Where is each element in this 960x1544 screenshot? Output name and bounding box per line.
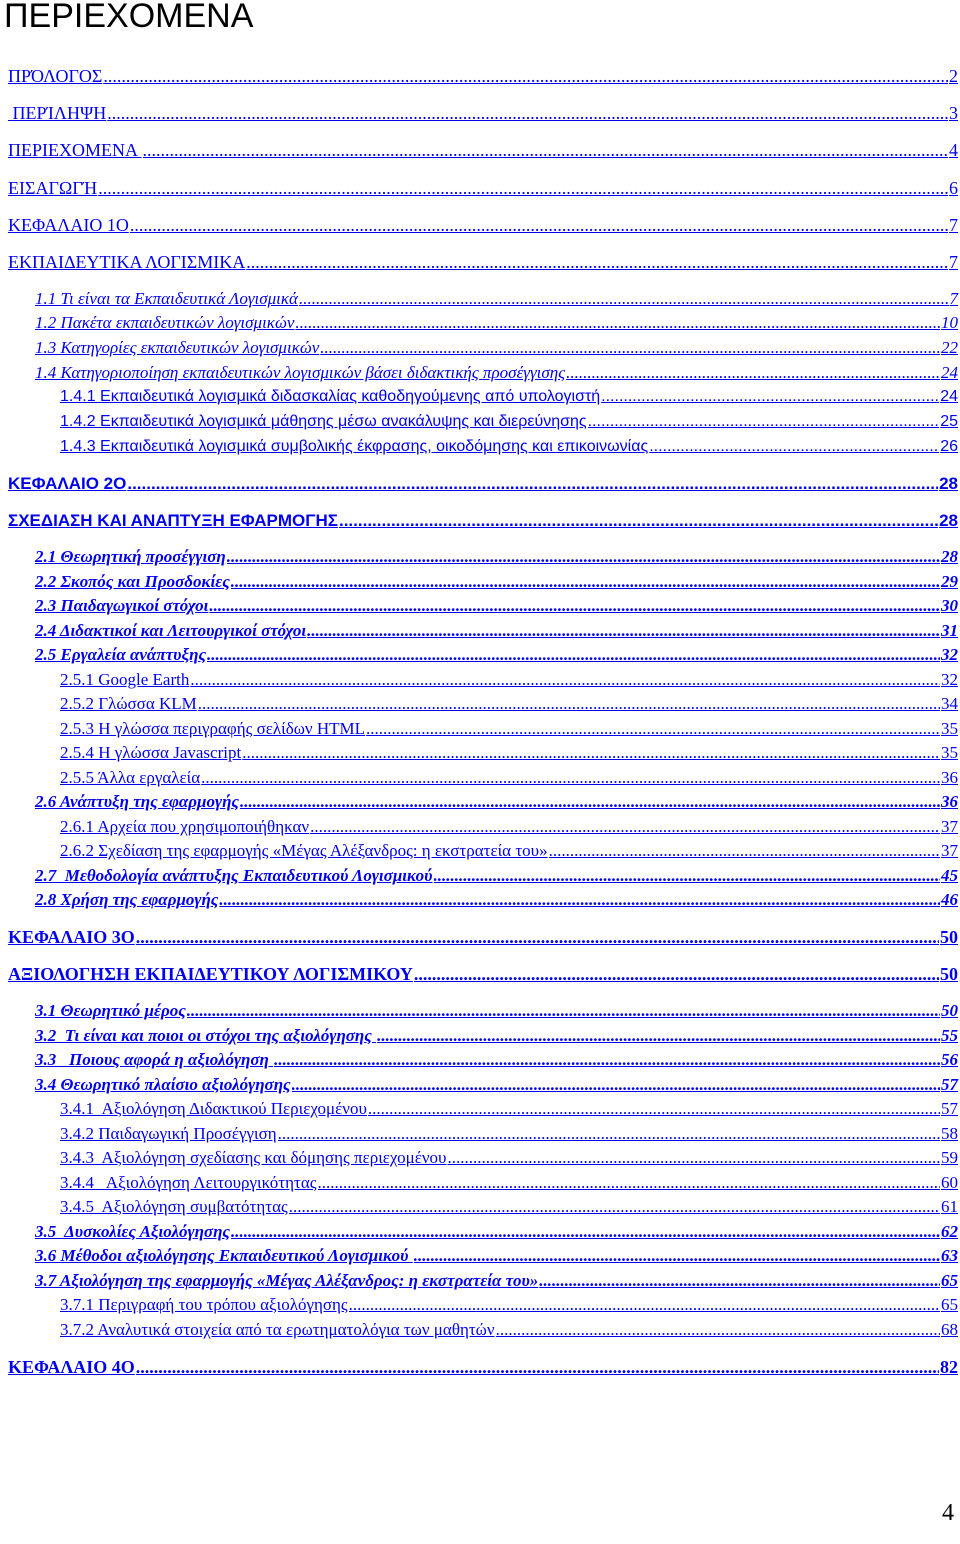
toc-entry-page: 35 — [941, 719, 958, 738]
toc-entry[interactable] — [60, 1146, 958, 1169]
dot-leader — [320, 336, 940, 359]
toc-entry-page: 25 — [940, 413, 958, 430]
toc-entry-label: 2.5 Εργαλεία ανάπτυξης — [35, 645, 207, 664]
toc-entry-page: 62 — [941, 1222, 958, 1241]
toc-entry[interactable] — [8, 472, 958, 495]
dot-leader — [349, 1293, 940, 1316]
toc-entry-page: 57 — [941, 1099, 958, 1118]
toc-entry[interactable] — [35, 1048, 958, 1071]
toc-entry[interactable] — [8, 176, 958, 200]
toc-entry-label: 2.2 Σκοπός και Προσδοκίες — [35, 572, 230, 591]
dot-leader — [136, 925, 939, 949]
toc-entry-label: ΚΕΦΑΛΑΙΟ 1Ο — [8, 215, 129, 235]
toc-entry[interactable] — [8, 509, 958, 532]
dot-leader — [187, 999, 940, 1022]
toc-entry-label: 2.5.5 Άλλα εργαλεία — [60, 768, 201, 787]
toc-entry[interactable] — [8, 962, 958, 986]
toc-entry[interactable] — [60, 839, 958, 862]
toc-entry-label: 3.1 Θεωρητικό μέρος — [35, 1001, 186, 1020]
toc-entry-label: 1.4 Κατηγοριοποίηση εκπαιδευτικών λογισμικών βάσει διδακτικής προσέγγισης — [35, 363, 566, 382]
toc-entry-label: ΕΚΠΑΙΔΕΥΤΙΚΑ ΛΟΓΙΣΜΙΚΑ — [8, 252, 246, 272]
toc-entry-label: 1.4.1 Εκπαιδευτικά λογισμικά διδασκαλίας καθοδηγούμενης από υπολογιστή — [60, 388, 601, 405]
toc-entry-label: 3.7.2 Αναλυτικά στοιχεία από τα ερωτηματολόγια των μαθητών — [60, 1320, 495, 1339]
dot-leader — [368, 1097, 940, 1120]
toc-entry[interactable] — [60, 1122, 958, 1145]
dot-leader — [549, 839, 940, 862]
toc-entry[interactable] — [8, 1355, 958, 1379]
dot-leader — [107, 101, 948, 125]
toc-entry-page: 31 — [941, 621, 958, 640]
toc-entry-label: ΚΕΦΑΛΑΙΟ 2Ο — [8, 474, 127, 493]
toc-entry-page: 63 — [941, 1246, 958, 1265]
toc-entry-page: 28 — [939, 474, 958, 493]
toc-entry-label: 2.7 Μεθοδολογία ανάπτυξης Εκπαιδευτικού Λογισμικού — [35, 866, 433, 885]
page-title: ΠΕΡΙΕΧΟΜΕΝΑ — [4, 0, 254, 35]
dot-leader — [414, 962, 939, 986]
toc-entry-page: 28 — [939, 511, 958, 530]
toc-entry[interactable] — [60, 1195, 958, 1218]
toc-entry-label: 2.5.2 Γλώσσα KLM — [60, 694, 197, 713]
dot-leader — [143, 138, 949, 162]
dot-leader — [198, 692, 940, 715]
toc-entry[interactable] — [35, 336, 958, 359]
toc-entry-page: 24 — [940, 388, 958, 405]
toc-entry-label: 3.7 Αξιολόγηση της εφαρμογής «Μέγας Αλέξανδρος: η εκστρατεία του» — [35, 1271, 539, 1290]
toc-entry-label: ΚΕΦΑΛΑΙΟ 4Ο — [8, 1357, 135, 1377]
toc-entry-page: 2 — [949, 66, 958, 86]
toc-entry-page: 32 — [941, 645, 958, 664]
dot-leader — [588, 411, 940, 433]
toc-entry-label: ΣΧΕΔΙΑΣΗ ΚΑΙ ΑΝΑΠΤΥΞΗ ΕΦΑΡΜΟΓΗΣ — [8, 511, 338, 530]
toc-entry-label: 2.3 Παιδαγωγικοί στόχοι — [35, 596, 209, 615]
toc-entry[interactable] — [60, 815, 958, 838]
toc-entry-page: 50 — [940, 964, 958, 984]
toc-entry-page: 29 — [941, 572, 958, 591]
toc-entry-label: 2.5.1 Google Earth — [60, 670, 190, 689]
toc-entry-label: 2.4 Διδακτικοί και Λειτουργικοί στόχοι — [35, 621, 307, 640]
dot-leader — [496, 1318, 940, 1341]
toc-entry-label: 1.4.3 Εκπαιδευτικά λογισμικά συμβολικής έκφρασης, οικοδόμησης και επικοινωνίας — [60, 438, 649, 455]
toc-entry[interactable] — [60, 436, 958, 458]
toc-entry-page: 50 — [940, 927, 958, 947]
toc-entry-page: 55 — [941, 1026, 958, 1045]
toc-entry-page: 7 — [949, 252, 958, 272]
toc-entry-label: 3.4.3 Αξιολόγηση σχεδίασης και δόμησης περιεχομένου — [60, 1148, 447, 1167]
toc-entry[interactable] — [60, 411, 958, 433]
dot-leader — [209, 594, 940, 617]
dot-leader — [447, 1146, 940, 1169]
toc-entry-page: 7 — [949, 215, 958, 235]
toc-entry[interactable] — [35, 619, 958, 642]
toc-entry[interactable] — [35, 361, 958, 384]
toc-entry[interactable] — [8, 213, 958, 237]
toc-entry-label: 2.1 Θεωρητική προσέγγιση — [35, 547, 226, 566]
toc-entry-label: 1.3 Κατηγορίες εκπαιδευτικών λογισμικών — [35, 338, 320, 357]
dot-leader — [274, 1048, 940, 1071]
toc-entry-label: ΚΕΦΑΛΑΙΟ 3Ο — [8, 927, 135, 947]
toc-entry[interactable] — [8, 250, 958, 274]
toc-entry-label: 3.4 Θεωρητικό πλαίσιο αξιολόγησης — [35, 1075, 291, 1094]
dot-leader — [278, 1122, 940, 1145]
toc-entry[interactable] — [35, 311, 958, 334]
toc-entry-label: 3.3 Ποιους αφορά η αξιολόγηση — [35, 1050, 274, 1069]
toc-entry-page: 24 — [941, 363, 958, 382]
dot-leader — [127, 472, 938, 495]
toc-entry-page: 35 — [941, 743, 958, 762]
toc-entry-page: 10 — [941, 313, 958, 332]
dot-leader — [299, 287, 949, 310]
toc-entry-page: 30 — [941, 596, 958, 615]
toc-entry-page: 45 — [941, 866, 958, 885]
dot-leader — [246, 250, 948, 274]
toc-entry-label: 1.1 Τι είναι τα Εκπαιδευτικά Λογισμικά — [35, 289, 298, 308]
toc-entry-page: 60 — [941, 1173, 958, 1192]
toc-entry-label: 2.8 Χρήση της εφαρμογής — [35, 890, 219, 909]
toc-entry[interactable] — [35, 643, 958, 666]
dot-leader — [103, 64, 948, 88]
toc-entry[interactable] — [8, 138, 958, 162]
toc-entry[interactable] — [60, 741, 958, 764]
dot-leader — [318, 1171, 941, 1194]
dot-leader — [366, 717, 940, 740]
dot-leader — [207, 643, 940, 666]
dot-leader — [242, 741, 940, 764]
toc-entry[interactable] — [35, 287, 958, 310]
toc-entry[interactable] — [35, 594, 958, 617]
toc-entry-page: 82 — [940, 1357, 958, 1377]
toc-entry-page: 50 — [941, 1001, 958, 1020]
dot-leader — [566, 361, 940, 384]
toc-entry-label: 3.5 Δυσκολίες Αξιολόγησης — [35, 1222, 230, 1241]
toc-entry-label: 3.4.1 Αξιολόγηση Διδακτικού Περιεχομένου — [60, 1099, 367, 1118]
dot-leader — [190, 668, 940, 691]
toc-entry[interactable] — [60, 1293, 958, 1316]
toc-entry-page: 32 — [941, 670, 958, 689]
toc-entry-page: 22 — [941, 338, 958, 357]
toc-entry-label: 3.2 Τι είναι και ποιοι οι στόχοι της αξιολόγησης — [35, 1026, 377, 1045]
toc-entry-page: 28 — [941, 547, 958, 566]
toc-entry-label: ΑΞΙΟΛΟΓΗΣΗ ΕΚΠΑΙΔΕΥΤΙΚΟΥ ΛΟΓΙΣΜΙΚΟΥ — [8, 964, 413, 984]
toc-entry-page: 65 — [941, 1271, 958, 1290]
toc-entry[interactable] — [35, 888, 958, 911]
toc-entry[interactable] — [35, 1269, 958, 1292]
toc-entry-label: 2.6.1 Αρχεία που χρησιμοποιήθηκαν — [60, 817, 310, 836]
toc-entry[interactable] — [35, 864, 958, 887]
toc-entry-page: 6 — [949, 178, 958, 198]
dot-leader — [649, 436, 939, 458]
toc-entry-label: 3.6 Μέθοδοι αξιολόγησης Εκπαιδευτικού Λογισμικού — [35, 1246, 413, 1265]
toc-entry-page: 34 — [941, 694, 958, 713]
dot-leader — [295, 311, 940, 334]
toc-entry-label: 3.4.4 Αξιολόγηση Λειτουργικότητας — [60, 1173, 317, 1192]
dot-leader — [219, 888, 940, 911]
toc-entry-label: 2.6 Ανάπτυξη της εφαρμογής — [35, 792, 239, 811]
toc-entry[interactable] — [60, 717, 958, 740]
page-number: 4 — [942, 1500, 954, 1526]
toc-entry[interactable] — [35, 545, 958, 568]
dot-leader — [231, 570, 940, 593]
toc-entry[interactable] — [8, 925, 958, 949]
toc-entry-page: 61 — [941, 1197, 958, 1216]
toc-entry-page: 26 — [940, 438, 958, 455]
dot-leader — [227, 545, 940, 568]
dot-leader — [231, 1220, 940, 1243]
toc-entry-page: 46 — [941, 890, 958, 909]
toc-entry-page: 57 — [941, 1075, 958, 1094]
dot-leader — [539, 1269, 940, 1292]
dot-leader — [289, 1195, 940, 1218]
toc-entry[interactable] — [35, 999, 958, 1022]
toc-entry-label: ΠΕΡΊΛΗΨΗ — [8, 103, 107, 123]
toc-entry[interactable] — [35, 1024, 958, 1047]
toc-entry[interactable] — [60, 386, 958, 408]
toc-entry[interactable] — [60, 1171, 958, 1194]
toc-entry[interactable] — [60, 1318, 958, 1341]
dot-leader — [307, 619, 940, 642]
dot-leader — [98, 176, 948, 200]
toc-entry-page: 3 — [949, 103, 958, 123]
toc-entry-label: 3.4.2 Παιδαγωγική Προσέγγιση — [60, 1124, 277, 1143]
toc-entry-page: 37 — [941, 817, 958, 836]
toc-entry[interactable] — [35, 1244, 958, 1267]
dot-leader — [601, 386, 939, 408]
toc-entry-label: ΠΡΌΛΟΓΟΣ — [8, 66, 103, 86]
toc-entry-label: 1.2 Πακέτα εκπαιδευτικών λογισμικών — [35, 313, 295, 332]
dot-leader — [240, 790, 940, 813]
dot-leader — [414, 1244, 940, 1267]
toc-entry[interactable] — [35, 1073, 958, 1096]
dot-leader — [201, 766, 940, 789]
toc-entry-label: 2.6.2 Σχεδίαση της εφαρμογής «Μέγας Αλέξανδρος: η εκστρατεία του» — [60, 841, 548, 860]
toc-entry[interactable] — [60, 668, 958, 691]
dot-leader — [130, 213, 948, 237]
toc-entry-page: 7 — [949, 289, 958, 308]
toc-entry[interactable] — [8, 64, 958, 88]
toc-entry-page: 36 — [941, 792, 958, 811]
toc-entry[interactable] — [60, 692, 958, 715]
toc-entry-page: 56 — [941, 1050, 958, 1069]
toc-entry[interactable] — [60, 766, 958, 789]
dot-leader — [292, 1073, 940, 1096]
toc-entry-label: 3.7.1 Περιγραφή του τρόπου αξιολόγησης — [60, 1295, 348, 1314]
toc-entry-page: 58 — [941, 1124, 958, 1143]
dot-leader — [434, 864, 941, 887]
toc-entry-label: ΠΕΡΙΕΧΟΜΕΝΑ — [8, 140, 142, 160]
dot-leader — [377, 1024, 940, 1047]
toc-entry-label: ΕΙΣΑΓΩΓΉ — [8, 178, 98, 198]
dot-leader — [339, 509, 938, 532]
toc-entry-page: 65 — [941, 1295, 958, 1314]
toc-entry-page: 36 — [941, 768, 958, 787]
toc-entry-label: 2.5.3 Η γλώσσα περιγραφής σελίδων HTML — [60, 719, 365, 738]
toc-entry[interactable] — [35, 790, 958, 813]
toc-entry[interactable] — [35, 570, 958, 593]
toc-entry[interactable] — [35, 1220, 958, 1243]
toc-entry-page: 59 — [941, 1148, 958, 1167]
toc-entry-label: 3.4.5 Αξιολόγηση συμβατότητας — [60, 1197, 288, 1216]
toc-entry-label: 1.4.2 Εκπαιδευτικά λογισμικά μάθησης μέσω ανακάλυψης και διερεύνησης — [60, 413, 587, 430]
dot-leader — [310, 815, 940, 838]
toc-entry[interactable] — [8, 101, 958, 125]
toc-entry-label: 2.5.4 Η γλώσσα Javascript — [60, 743, 242, 762]
toc-entry-page: 4 — [949, 140, 958, 160]
dot-leader — [136, 1355, 939, 1379]
toc-entry[interactable] — [60, 1097, 958, 1120]
toc-entry-page: 68 — [941, 1320, 958, 1339]
toc-entry-page: 37 — [941, 841, 958, 860]
